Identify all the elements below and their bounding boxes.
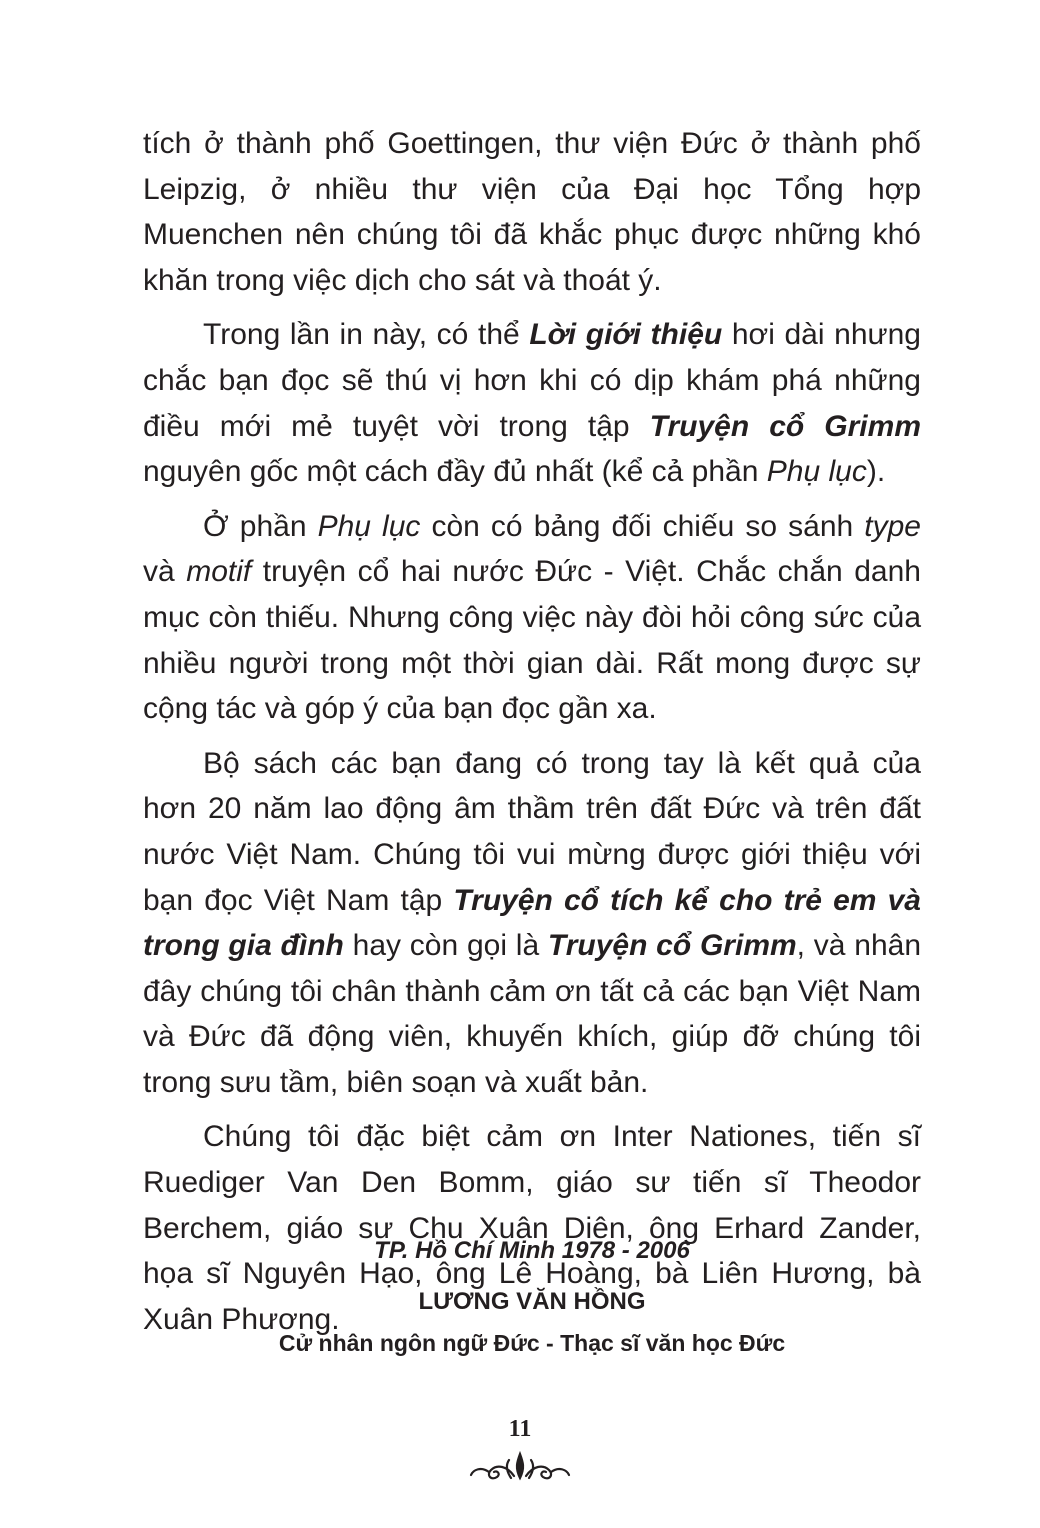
paragraph-2-text: nguyên gốc một cách đầy đủ nhất (kể cả phần — [143, 455, 767, 489]
paragraph-4-text: , và nhân đây chúng tôi chân thành cảm ơn tất cả các bạn Việt Nam và Đức đã động viên, khuyến khích, giúp đỡ chúng tôi trong sưu tầm, biên soạn và xuất bản. — [143, 929, 921, 1099]
paragraph-3 — [143, 504, 921, 732]
signature-title: Cử nhân ngôn ngữ Đức - Thạc sĩ văn học Đức — [278, 1330, 786, 1356]
paragraph-5-text: Chúng tôi đặc biệt cảm ơn Inter Nationes, tiến sĩ Ruediger Van Den Bomm, giáo sư tiến sĩ Theodor Berchem, giáo sư Chu Xuân Diên, ông Erhard Zander, họa sĩ Nguyên Hạo, ông Lê Hoàng, bà Liên Hương, bà Xuân Phương. — [143, 1120, 921, 1336]
book-section-title: Lời giới thiệu — [529, 318, 723, 352]
book-full-title: Truyện cổ tích kể cho trẻ em và trong gia đình — [143, 883, 921, 963]
motif-term: motif — [186, 555, 252, 589]
signature-name: LƯƠNG VĂN HỒNG — [418, 1288, 646, 1315]
paragraph-3-text: Ở phần — [203, 509, 318, 543]
paragraph-1-text: tích ở thành phố Goettingen, thư viện Đức ở thành phố Leipzig, ở nhiều thư viện của Đại học Tổng hợp Muenchen nên chúng tôi đã khắc phục được những khó khăn trong việc dịch cho sát và thoát ý. — [143, 127, 921, 297]
paragraph-3-text: và — [143, 555, 187, 589]
paragraph-3-text: truyện cổ hai nước Đức - Việt. Chắc chắn danh mục còn thiếu. Nhưng công việc này đòi hỏi công sức của nhiều người trong một thời gian dài. Rất mong được sự cộng tác và góp ý của bạn đọc gần xa. — [143, 555, 921, 726]
paragraph-3-text: còn có bảng đối chiếu so sánh — [420, 509, 865, 543]
body-text — [143, 121, 921, 1351]
paragraph-4 — [143, 741, 921, 1106]
paragraph-2-text: ). — [866, 455, 886, 489]
appendix-term: Phụ lục — [317, 509, 421, 543]
type-term: type — [864, 509, 921, 543]
paragraph-4-text: Bộ sách các bạn đang có trong tay là kết quả của hơn 20 năm lao động âm thầm trên đất Đức và trên đất nước Việt Nam. Chúng tôi vui mừng được giới thiệu với bạn đọc Việt Nam tập — [143, 746, 921, 917]
paragraph-2-text: hơi dài nhưng chắc bạn đọc sẽ thú vị hơn khi có dịp khám phá những điều mới mẻ tuyệt vời trong tập — [143, 318, 921, 443]
paragraph-2-text: Trong lần in này, có thể — [203, 318, 530, 352]
paragraph-2 — [143, 312, 921, 494]
page-number: 11 — [508, 1416, 532, 1442]
flourish-ornament-icon — [467, 1448, 573, 1482]
paragraph-4-text: hay còn gọi là — [343, 929, 548, 963]
signature-place-date: TP. Hồ Chí Minh 1978 - 2006 — [374, 1237, 690, 1264]
book-title: Truyện cổ Grimm — [547, 929, 797, 963]
appendix-term: Phụ lục — [766, 455, 867, 489]
paragraph-1 — [143, 121, 921, 303]
book-title: Truyện cổ Grimm — [649, 409, 921, 443]
